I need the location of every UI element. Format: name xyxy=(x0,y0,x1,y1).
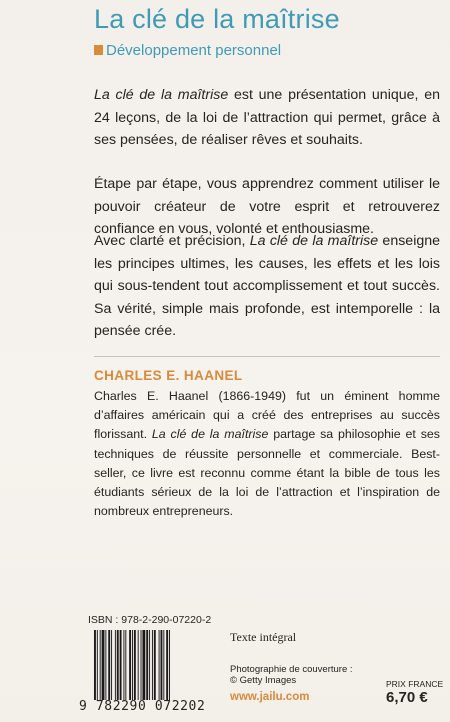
collection-label-text: Développement personnel xyxy=(106,42,282,59)
summary-paragraph-3-rest: enseigne les principes ultimes, les causes, les effets et les lois qui sous-tendent tout accomplissement et tout succès. Sa vérité, simple mais profonde, est intemporelle : la pensée crée. xyxy=(94,233,441,339)
barcode-icon xyxy=(94,630,200,700)
summary-paragraph-1 xyxy=(94,84,440,152)
photo-credit: © Getty Images xyxy=(230,675,297,686)
barcode-digits: 9 782290 072202 xyxy=(79,699,206,714)
price-value: 6,70 € xyxy=(386,689,428,706)
author-bio-rest: partage sa philosophie et ses techniques de réussite personnelle et commerciale. Best-seller, ce livre est reconnu comme étant la bible de tous les étudiants sérieux de la loi de l’attraction et l’inspiration de nombreux entrepreneurs. xyxy=(94,427,440,519)
publisher-website: www.jailu.com xyxy=(230,691,310,703)
summary-paragraph-2: Étape par étape, vous apprendrez comment utiliser le pouvoir créateur de votre esprit et retrouverez confiance en vous, volonté et enthousiasme. xyxy=(94,176,440,237)
edition-label: Texte intégral xyxy=(230,630,297,644)
section-divider xyxy=(94,356,440,357)
isbn-label: ISBN : 978-2-290-07220-2 xyxy=(88,614,212,626)
author-bio-start: Charles E. Haanel (1866-1949) fut un éminent homme d’affaires américain qui a créé des entreprises au succès florissant. xyxy=(94,389,440,442)
summary-paragraph-3-start: Avec clarté et précision, xyxy=(94,233,250,249)
author-name: CHARLES E. HAANEL xyxy=(94,368,243,383)
summary-title-italic: La clé de la maîtrise xyxy=(94,87,229,103)
price-label: PRIX FRANCE xyxy=(386,679,444,689)
summary-paragraph-3 xyxy=(94,230,440,343)
orange-square-bullet-icon xyxy=(94,45,103,55)
author-bio-italic: La clé de la maîtrise xyxy=(151,427,269,442)
collection-label xyxy=(94,42,281,59)
author-bio xyxy=(94,387,440,521)
summary-paragraph-3-italic: La clé de la maîtrise xyxy=(249,233,379,249)
photo-credit-label: Photographie de couverture : xyxy=(230,664,353,675)
book-title: La clé de la maîtrise xyxy=(94,4,340,34)
summary-paragraph-1-text: est une présentation unique, en 24 leçons, de la loi de l’attraction qui permet, grâce à ses pensées, de réaliser rêves et souhaits. xyxy=(94,87,440,148)
